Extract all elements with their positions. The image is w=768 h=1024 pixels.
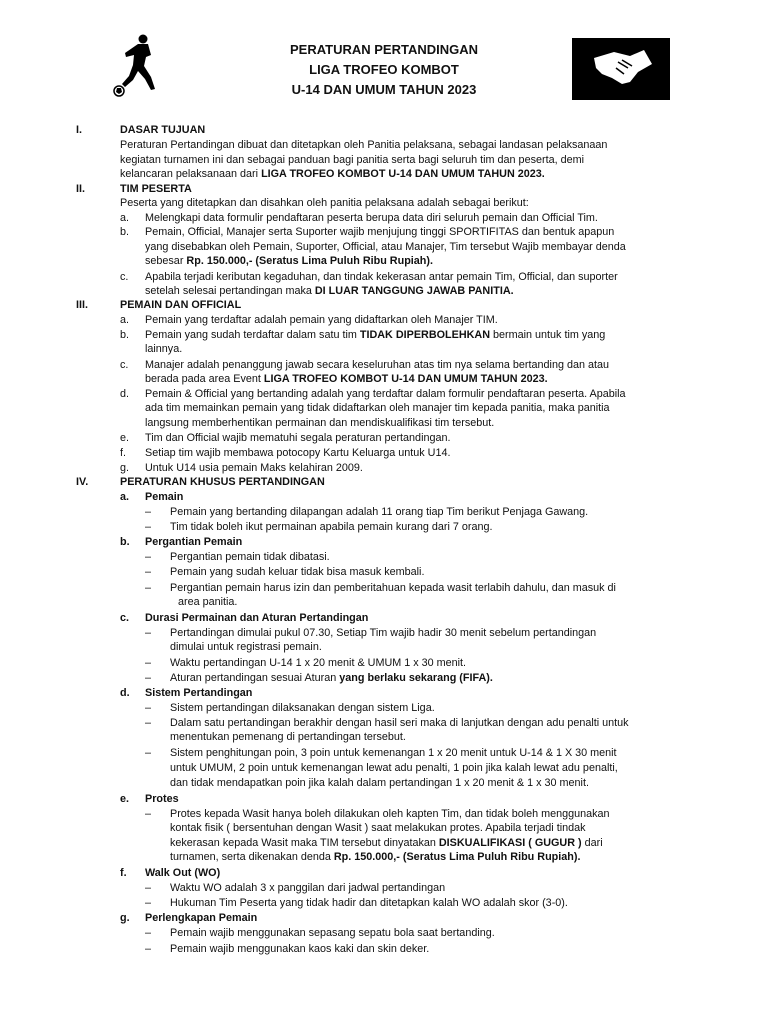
subsection-title: Perlengkapan Pemain [145,912,258,924]
section-number: III. [76,299,88,311]
section-number: IV. [76,476,89,488]
bullet-item: Pergantian pemain tidak dibatasi. [170,551,330,563]
list-marker: f. [120,867,127,879]
bullet-item: menentukan pemenang di pertandingan tersebut. [170,731,406,743]
bullet-item: dimulai untuk registrasi pemain. [170,641,322,653]
bullet-item: Pemain wajib menggunakan sepasang sepatu bola saat bertanding. [170,927,495,939]
list-item: sebesar Rp. 150.000,- (Seratus Lima Puluh Ribu Rupiah). [145,255,433,267]
section-title: DASAR TUJUAN [120,124,206,136]
list-item: Apabila terjadi keributan kegaduhan, dan tindak kekerasan antar pemain Tim, Official, dan suporter [145,271,618,283]
dash-bullet: – [145,882,152,894]
dash-bullet: – [145,506,152,518]
section-number: II. [76,183,85,195]
bullet-item: Sistem pertandingan dilaksanakan dengan sistem Liga. [170,702,435,714]
list-marker: c. [120,612,130,624]
dash-bullet: – [145,747,152,759]
list-item: Pemain, Official, Manajer serta Suporter wajib menjujung tinggi SPORTIFITAS dan bentuk apapun [145,226,615,238]
list-item: setelah selesai pertandingan maka DI LUAR TANGGUNG JAWAB PANITIA. [145,285,514,297]
bullet-item: Tim tidak boleh ikut permainan apabila pemain kurang dari 7 orang. [170,521,493,533]
document-title [0,40,768,100]
list-marker: e. [120,793,130,805]
dash-bullet: – [145,927,152,939]
dash-bullet: – [145,897,152,909]
list-marker: c. [120,359,129,371]
list-item: Untuk U14 usia pemain Maks kelahiran 2009. [145,462,363,474]
dash-bullet: – [145,657,152,669]
list-marker: a. [120,491,130,503]
list-item: Tim dan Official wajib mematuhi segala peraturan pertandingan. [145,432,451,444]
list-marker: a. [120,314,130,326]
list-item: berada pada area Event LIGA TROFEO KOMBOT U-14 DAN UMUM TAHUN 2023. [145,373,548,385]
list-item: Pemain yang terdaftar adalah pemain yang didaftarkan oleh Manajer TIM. [145,314,498,326]
paragraph-line: kegiatan turnamen ini dan sebagai panduan bagi panitia serta bagi seluruh tim dan peserta, demi [120,154,584,166]
title-line-1: PERATURAN PERTANDINGAN [289,42,479,57]
dash-bullet: – [145,551,152,563]
list-marker: c. [120,271,129,283]
section-title: PEMAIN DAN OFFICIAL [120,299,242,311]
list-item: langsung memberhentikan permainan dan mendiskualifikasi tim tersebut. [145,417,495,429]
bullet-item: Aturan pertandingan sesuai Aturan yang berlaku sekarang (FIFA). [170,672,493,684]
subsection-title: Durasi Permainan dan Aturan Pertandingan [145,612,369,624]
list-marker: a. [120,212,130,224]
list-marker: g. [120,462,130,474]
dash-bullet: – [145,582,152,594]
title-line-3: U-14 DAN UMUM TAHUN 2023 [291,82,477,97]
bullet-item: untuk UMUM, 2 poin untuk kemenangan lewat adu penalti, 1 poin jika kalah lewat adu penalti, [170,762,618,774]
dash-bullet: – [145,566,152,578]
subsection-title: Sistem Pertandingan [145,687,253,699]
bullet-item: Sistem penghitungan poin, 3 poin untuk kemenangan 1 x 20 menit untuk U-14 & 1 X 30 menit [170,747,617,759]
list-item: Setiap tim wajib membawa potocopy Kartu Keluarga untuk U14. [145,447,451,459]
list-marker: d. [120,687,130,699]
paragraph-line: Peraturan Pertandingan dibuat dan ditetapkan oleh Panitia pelaksana, sebagai landasan pelaksanaan [120,139,608,151]
dash-bullet: – [145,943,152,955]
dash-bullet: – [145,672,152,684]
subsection-title: Protes [145,793,179,805]
subsection-title: Pergantian Pemain [145,536,243,548]
list-marker: d. [120,388,130,400]
list-item: Melengkapi data formulir pendaftaran peserta berupa data diri seluruh pemain dan Official Tim. [145,212,598,224]
list-item: Pemain yang sudah terdaftar dalam satu tim TIDAK DIPERBOLEHKAN bermain untuk tim yang [145,329,606,341]
bullet-item: Waktu WO adalah 3 x panggilan dari jadwal pertandingan [170,882,446,894]
list-item: ada tim memainkan pemain yang tidak didaftarkan oleh manajer tim kepada panitia, maka panitia [145,402,610,414]
subsection-title: Walk Out (WO) [145,867,221,879]
list-item: yang disebabkan oleh Pemain, Suporter, Official, atau Manajer, Tim tersebut Wajib membayar denda [145,241,626,253]
list-marker: g. [120,912,130,924]
list-marker: b. [120,226,130,238]
bullet-item: Pergantian pemain harus izin dan pemberitahuan kepada wasit terlabih dahulu, dan masuk di [170,582,616,594]
dash-bullet: – [145,702,152,714]
dash-bullet: – [145,717,152,729]
title-line-2: LIGA TROFEO KOMBOT [309,62,459,77]
bullet-item: kontak fisik ( bersentuhan dengan Wasit ) saat melakukan protes. Apabila terjadi tindak [170,822,586,834]
list-item: Manajer adalah penanggung jawab secara keseluruhan atas tim nya selama bertanding dan atau [145,359,609,371]
dash-bullet: – [145,521,152,533]
list-item: Pemain & Official yang bertanding adalah yang terdaftar dalam formulir pendaftaran peserta. Apabila [145,388,626,400]
dash-bullet: – [145,808,152,820]
bullet-item: Pemain yang bertanding dilapangan adalah 11 orang tiap Tim berikut Penjaga Gawang. [170,506,589,518]
section-title: TIM PESERTA [120,183,192,195]
bullet-item: turnamen, serta dikenakan denda Rp. 150.000,- (Seratus Lima Puluh Ribu Rupiah). [170,851,581,863]
list-marker: e. [120,432,130,444]
bullet-item: Pemain yang sudah keluar tidak bisa masuk kembali. [170,566,425,578]
list-marker: b. [120,329,130,341]
section-number: I. [76,124,82,136]
list-marker: b. [120,536,130,548]
paragraph-line: kelancaran pelaksanaan dari LIGA TROFEO KOMBOT U-14 DAN UMUM TAHUN 2023. [120,168,545,180]
bullet-item: Pemain wajib menggunakan kaos kaki dan skin deker. [170,943,430,955]
bullet-item: Pertandingan dimulai pukul 07.30, Setiap Tim wajib hadir 30 menit sebelum pertandingan [170,627,597,639]
section-title: PERATURAN KHUSUS PERTANDINGAN [120,476,325,488]
paragraph-line: Peserta yang ditetapkan dan disahkan oleh panitia pelaksana adalah sebagai berikut: [120,197,529,209]
bullet-item: Hukuman Tim Peserta yang tidak hadir dan ditetapkan kalah WO adalah skor (3-0). [170,897,568,909]
list-item: lainnya. [145,343,183,355]
bullet-item: area panitia. [178,596,238,608]
subsection-title: Pemain [145,491,184,503]
bullet-item: Protes kepada Wasit hanya boleh dilakukan oleh kapten Tim, dan tidak boleh menggunakan [170,808,610,820]
bullet-item: kekerasan kepada Wasit maka TIM tersebut dinyatakan DISKUALIFIKASI ( GUGUR ) dari [170,837,603,849]
dash-bullet: – [145,627,152,639]
list-marker: f. [120,447,126,459]
bullet-item: Waktu pertandingan U-14 1 x 20 menit & UMUM 1 x 30 menit. [170,657,467,669]
bullet-item: Dalam satu pertandingan berakhir dengan hasil seri maka di lanjutkan dengan adu penalti untuk [170,717,629,729]
bullet-item: dan tidak mendapatkan poin jika kalah dalam pertandingan 1 x 20 menit & 1 x 30 menit. [170,777,589,789]
